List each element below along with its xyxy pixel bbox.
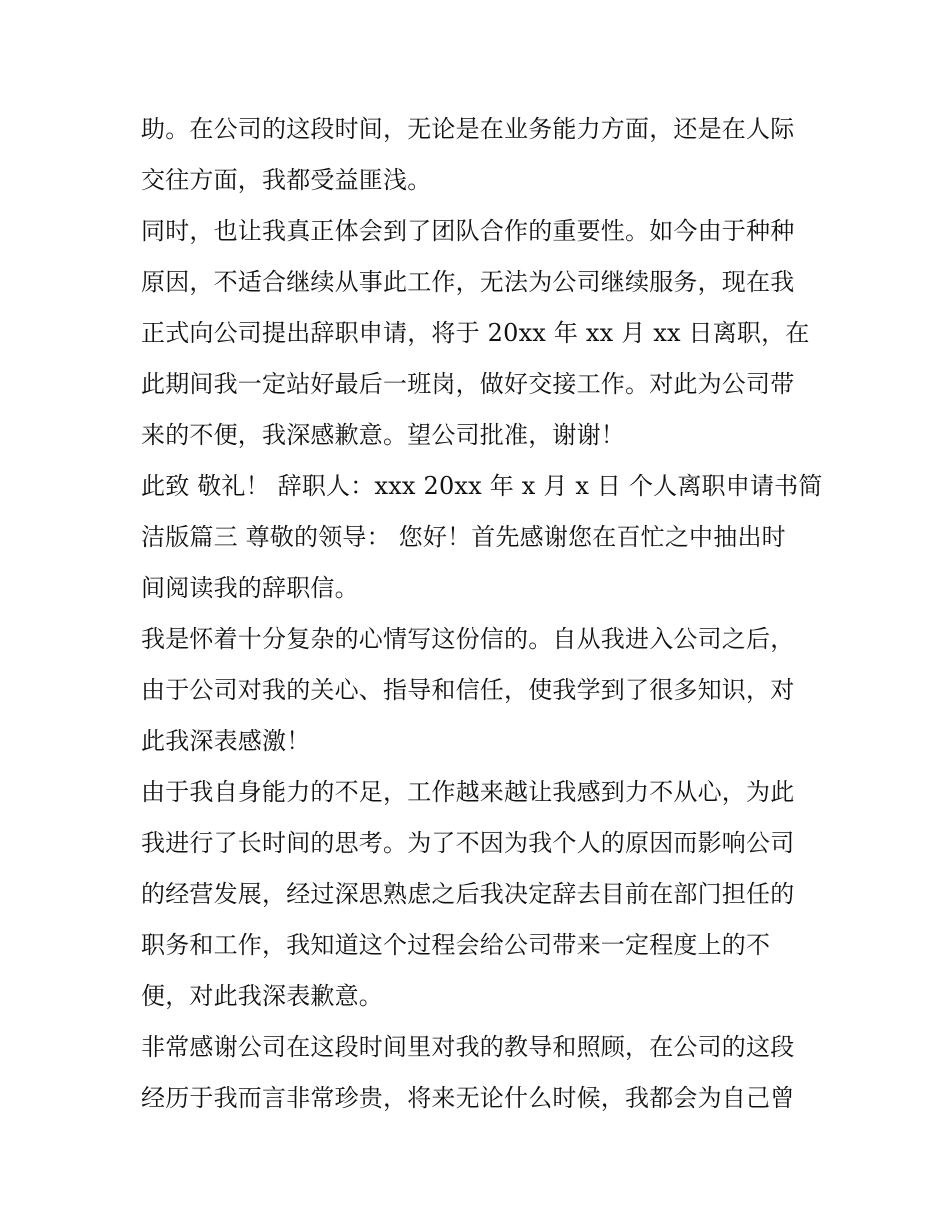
text-line: 来的不便，我深感歉意。望公司批准，谢谢！: [141, 421, 625, 449]
text-line: 洁版篇三 尊敬的领导： 您好！首先感谢您在百忙之中抽出时: [141, 523, 786, 551]
text-line: 我进行了长时间的思考。为了不因为我个人的原因而影响公司: [141, 829, 795, 857]
text-line: 同时，也让我真正体会到了团队合作的重要性。如今由于种种: [141, 217, 795, 245]
text-line: 我是怀着十分复杂的心情写这份信的。自从我进入公司之后，: [141, 625, 795, 653]
text-line: 经历于我而言非常珍贵，将来无论什么时候，我都会为自己曾: [141, 1084, 795, 1112]
text-line: 此期间我一定站好最后一班岗，做好交接工作。对此为公司带: [141, 370, 795, 398]
document-body: [141, 104, 821, 1124]
text-line: 交往方面，我都受益匪浅。: [141, 166, 432, 194]
text-line: 此致 敬礼！ 辞职人：xxx 20xx 年 x 月 x 日 个人离职申请书简: [141, 472, 823, 500]
text-line: 正式向公司提出辞职申请，将于 20xx 年 xx 月 xx 日离职，在: [141, 319, 810, 347]
text-line: 非常感谢公司在这段时间里对我的教导和照顾，在公司的这段: [141, 1033, 795, 1061]
text-line: 间阅读我的辞职信。: [141, 574, 359, 602]
text-line: 原因，不适合继续从事此工作，无法为公司继续服务，现在我: [141, 268, 795, 296]
text-line: 由于我自身能力的不足，工作越来越让我感到力不从心，为此: [141, 778, 795, 806]
text-line: 便，对此我深表歉意。: [141, 982, 383, 1010]
text-line: 职务和工作，我知道这个过程会给公司带来一定程度上的不: [141, 931, 771, 959]
text-line: 的经营发展，经过深思熟虑之后我决定辞去目前在部门担任的: [141, 880, 795, 908]
text-line: 助。在公司的这段时间，无论是在业务能力方面，还是在人际: [141, 115, 795, 143]
text-line: 由于公司对我的关心、指导和信任，使我学到了很多知识，对: [141, 676, 795, 704]
text-line: 此我深表感激！: [141, 727, 311, 755]
